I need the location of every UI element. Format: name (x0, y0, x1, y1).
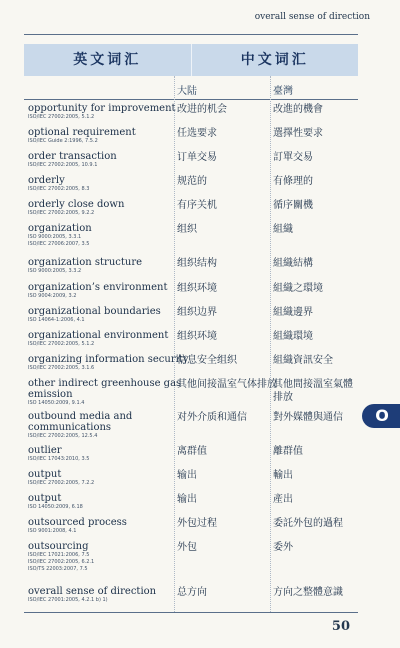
standard-reference: ISO/IEC 27002:2005, 5.1.2 (28, 341, 95, 347)
english-term-block (28, 257, 198, 275)
mainland-term: 其他间接温室气体排放 (177, 379, 277, 390)
standard-reference: ISO 9000:2005, 3.3.2 (28, 268, 82, 274)
english-term-block (28, 354, 198, 372)
mainland-term: 总方向 (177, 587, 207, 598)
english-term-block (28, 199, 198, 217)
standard-reference: ISO/IEC 27002:2005, 3.1.6 (28, 365, 95, 371)
english-term-block (28, 517, 198, 535)
standard-reference: ISO/IEC 27001:2005, 4.2.1 b) 1) (28, 597, 108, 603)
taiwan-term: 對外媒體與通信 (273, 412, 343, 423)
english-term-block (28, 330, 198, 348)
mainland-term: 离群值 (177, 446, 207, 457)
taiwan-term: 離群值 (273, 446, 303, 457)
mainland-term: 组织边界 (177, 307, 217, 318)
english-term: organizational boundaries (28, 306, 161, 317)
english-term-block (28, 445, 198, 463)
taiwan-term: 訂單交易 (273, 152, 313, 163)
english-term: organization’s environment (28, 282, 168, 293)
top-rule (24, 34, 358, 35)
standard-reference: ISO/IEC 27002:2005, 6.2.1 (28, 559, 95, 565)
taiwan-term: 有條理的 (273, 176, 313, 187)
english-term: orderly close down (28, 199, 125, 210)
english-term: output (28, 469, 62, 480)
english-term-block (28, 378, 198, 407)
page-number: 50 (331, 619, 350, 634)
standard-reference: ISO 14050:2009, 6.18 (28, 504, 83, 510)
english-term: orderly (28, 175, 65, 186)
taiwan-term: 改進的機會 (273, 104, 323, 115)
standard-reference: ISO/IEC 27002:2005, 9.2.2 (28, 210, 95, 216)
taiwan-term: 組織邊界 (273, 307, 313, 318)
standard-reference: ISO/TS 22003:2007, 7.5 (28, 566, 88, 572)
standard-reference: ISO 14064-1:2006, 4.1 (28, 317, 85, 323)
standard-reference: ISO/IEC Guide 2:1996, 7.5.2 (28, 138, 98, 144)
english-term: organization structure (28, 257, 143, 268)
english-term: overall sense of direction (28, 586, 157, 597)
english-term: outsourcing (28, 541, 89, 552)
mainland-term: 组织结构 (177, 258, 217, 269)
taiwan-term: 方向之整體意識 (273, 587, 343, 598)
taiwan-term: 組織 (273, 224, 293, 235)
taiwan-term: 循序關機 (273, 200, 313, 211)
mainland-term: 组织环境 (177, 331, 217, 342)
taiwan-term: 輸出 (273, 470, 293, 481)
mainland-term: 规范的 (177, 176, 207, 187)
english-term: outlier (28, 445, 62, 456)
standard-reference: ISO 9004:2009, 3.2 (28, 293, 77, 299)
mainland-term: 组织 (177, 224, 197, 235)
taiwan-term: 組織資訊安全 (273, 355, 333, 366)
taiwan-term: 組織結構 (273, 258, 313, 269)
english-term: order transaction (28, 151, 117, 162)
english-term-block (28, 103, 198, 121)
running-head: overall sense of direction (254, 12, 370, 22)
mainland-term: 输出 (177, 470, 197, 481)
english-term: opportunity for improvement (28, 103, 176, 114)
standard-reference: ISO/IEC 17021:2006, 7.5 (28, 552, 90, 558)
standard-reference: ISO/IEC 27002:2005, 10.9.1 (28, 162, 98, 168)
taiwan-term: 組織之環境 (273, 283, 323, 294)
standard-reference: ISO/IEC 17043:2010, 3.5 (28, 456, 90, 462)
mainland-term: 输出 (177, 494, 197, 505)
english-column-header: 英文词汇 (73, 52, 142, 68)
mainland-subheader: 大陆 (177, 86, 197, 97)
standard-reference: ISO 9000:2005, 3.3.1 (28, 234, 82, 240)
taiwan-term: 產出 (273, 494, 293, 505)
english-term: other indirect greenhouse gas emission (28, 378, 182, 400)
mainland-term: 任选要求 (177, 128, 217, 139)
english-term-block (28, 586, 198, 604)
chinese-subheader (24, 82, 358, 98)
taiwan-term: 其他間接溫室氣體排放 (273, 379, 353, 403)
standard-reference: ISO/IEC 27002:2005, 8.3 (28, 186, 90, 192)
english-term: organization (28, 223, 92, 234)
standard-reference: ISO/IEC 27002:2005, 5.1.2 (28, 114, 95, 120)
subheader-rule (24, 99, 358, 100)
taiwan-subheader: 臺灣 (273, 86, 293, 97)
standard-reference: ISO/IEC 27002:2005, 12.5.4 (28, 433, 98, 439)
mainland-term: 外包 (177, 542, 197, 553)
bottom-rule (24, 612, 358, 613)
standard-reference: ISO/IEC 27006:2007, 3.5 (28, 241, 90, 247)
english-term-block (28, 127, 198, 145)
taiwan-term: 選擇性要求 (273, 128, 323, 139)
english-term-block (28, 411, 198, 440)
english-term: optional requirement (28, 127, 136, 138)
english-term: organizational environment (28, 330, 169, 341)
mainland-term: 有序关机 (177, 200, 217, 211)
standard-reference: ISO 9001:2008, 4.1 (28, 528, 77, 534)
english-term-block (28, 541, 198, 573)
standard-reference: ISO/IEC 27002:2005, 7.2.2 (28, 480, 95, 486)
mainland-term: 订单交易 (177, 152, 217, 163)
taiwan-term: 組織環境 (273, 331, 313, 342)
english-term-block (28, 469, 198, 487)
taiwan-term: 委託外包的過程 (273, 518, 343, 529)
mainland-term: 组织环境 (177, 283, 217, 294)
mainland-term: 对外介质和通信 (177, 412, 247, 423)
english-term-block (28, 223, 198, 248)
standard-reference: ISO 14050:2009, 9.1.4 (28, 400, 85, 406)
taiwan-term: 委外 (273, 542, 293, 553)
english-term-block (28, 151, 198, 169)
letter-tab: O (362, 404, 400, 428)
mainland-term: 改进的机会 (177, 104, 227, 115)
english-term-block (28, 493, 198, 511)
mainland-term: 信息安全组织 (177, 355, 237, 366)
english-term-block (28, 282, 198, 300)
english-term-block (28, 306, 198, 324)
english-term: outsourced process (28, 517, 127, 528)
english-term: organizing information security (28, 354, 189, 365)
english-term-block (28, 175, 198, 193)
english-term: output (28, 493, 62, 504)
english-term: outbound media and communications (28, 411, 133, 433)
table-header (24, 44, 358, 76)
chinese-column-header: 中文词汇 (240, 52, 309, 68)
mainland-term: 外包过程 (177, 518, 217, 529)
